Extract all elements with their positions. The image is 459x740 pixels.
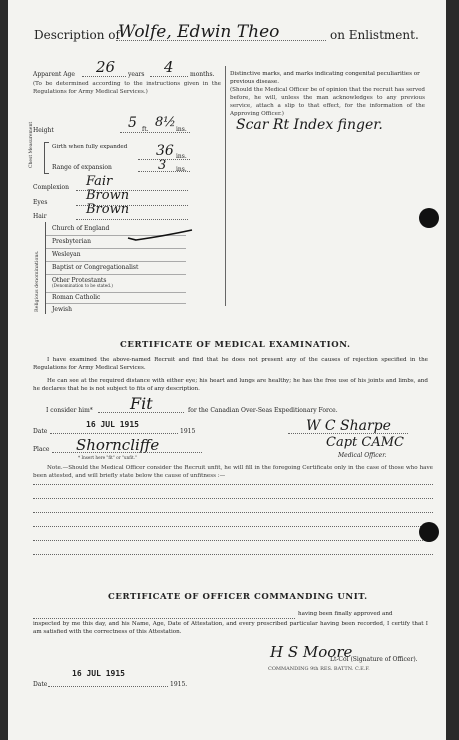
expansion-unit: ins. <box>176 166 187 173</box>
age-years-unit: years <box>128 71 145 78</box>
medical-para2: He can see at the required distance with either eye; his heart and lungs are healthy; he has the free use of his joints and limbs, and he declares that he is not subject to fits of any description. <box>33 378 428 392</box>
checkmark-icon <box>126 228 196 242</box>
title-prefix: Description of <box>34 28 120 42</box>
age-note: (To be determined according to the instructions given in the Regulations for Army Medical Services.) <box>33 81 221 95</box>
medical-heading: CERTIFICATE OF MEDICAL EXAMINATION. <box>120 340 351 350</box>
age-label: Apparent Age <box>33 71 75 78</box>
insert-note: * Insert here "fit" or "unfit." <box>78 455 137 460</box>
medical-date-stamp: 16 JUL 1915 <box>86 420 139 429</box>
religion-side-label: Religious denominations. <box>35 250 40 312</box>
consider-prefix: I consider him* <box>46 407 93 414</box>
age-years: 26 <box>96 58 116 76</box>
commanding-heading: CERTIFICATE OF OFFICER COMMANDING UNIT. <box>108 592 368 602</box>
binder-hole <box>419 522 439 542</box>
commanding-date-label: Date <box>33 681 48 688</box>
age-months-unit: months. <box>190 71 215 78</box>
medical-officer-label: Medical Officer. <box>338 452 387 459</box>
commanding-signature-suffix: Lt-Col (Signature of Officer). <box>330 656 418 663</box>
expansion-value: 3 <box>158 158 167 173</box>
medical-signature: W C Sharpe <box>306 418 391 434</box>
chest-side-label: Chest Measurement <box>29 121 34 168</box>
religion-other-note: (Denomination to be stated.) <box>52 283 113 288</box>
medical-year-suffix: 1915 <box>180 428 196 435</box>
medical-para1: I have examined the above-named Recruit and find that he does not present any of the causes of rejection specified in the Regulations for Army Medical Services. <box>33 357 428 371</box>
girth-value: 36 <box>156 143 174 159</box>
marks-header: Distinctive marks, and marks indicating congenital peculiarities or previous disease. <box>230 71 420 85</box>
age-months: 4 <box>164 58 174 76</box>
religion-item: Wesleyan <box>52 251 81 258</box>
height-label: Height <box>33 127 54 134</box>
consider-suffix: for the Canadian Over-Seas Expeditionary Force. <box>188 407 338 414</box>
medical-date-label: Date <box>33 428 48 435</box>
religion-item: Baptist or Congregationalist <box>52 264 139 271</box>
girth-label: Girth when fully expanded <box>52 144 128 150</box>
religion-item: Jewish <box>52 306 72 313</box>
religion-item: Presbyterian <box>52 238 91 245</box>
eyes-label: Eyes <box>33 199 48 206</box>
religion-item: Church of England <box>52 225 110 232</box>
religion-item: Other Protestants <box>52 277 107 284</box>
height-feet: 5 <box>128 115 137 131</box>
expansion-label: Range of expansion <box>52 164 112 171</box>
height-ft-unit: ft. <box>142 126 149 133</box>
place-value: Shorncliffe <box>76 436 160 454</box>
column-divider <box>225 66 226 306</box>
commanding-signature: H S Moore <box>270 643 353 661</box>
title-suffix: on Enlistment. <box>330 28 419 42</box>
medical-note: Note.—Should the Medical Officer consider the Recruit unfit, he will fill in the foregoing Certificate only in the case of those who have been attested, and will briefly state below the cause of unfitness :— <box>33 465 433 479</box>
commanding-stamp: COMMANDING 9th RES. BATTN. C.E.F. <box>268 666 370 672</box>
height-in-unit: ins. <box>176 126 187 133</box>
place-label: Place <box>33 446 50 453</box>
marks-note: (Should the Medical Officer be of opinion that the recruit has served before, he will, unless the man acknowledges to any previous service, attach a slip to that effect, for the information of the Approving Officer.) <box>230 87 425 117</box>
recruit-name: Wolfe, Edwin Theo <box>118 22 280 42</box>
religion-item: Roman Catholic <box>52 294 101 301</box>
hair-value: Brown <box>86 202 130 217</box>
eyes-value: Brown <box>86 188 130 203</box>
complexion-value: Fair <box>86 174 113 189</box>
attestation-sheet <box>8 0 446 740</box>
chest-bracket <box>44 142 49 174</box>
hair-label: Hair <box>33 213 47 220</box>
commanding-para: inspected by me this day, and his Name, Age, Date of Attestation, and every prescribed particular having been recorded, I certify that I am satisfied with the correctness of this Attestation. <box>33 621 428 635</box>
girth-unit: ins. <box>176 153 187 160</box>
commanding-para-end: having been finally approved and <box>298 611 393 617</box>
commanding-date-stamp: 16 JUL 1915 <box>72 669 125 678</box>
medical-rank: Capt CAMC <box>326 435 404 450</box>
marks-value: Scar Rt Index finger. <box>236 117 383 133</box>
height-inches: 8½ <box>155 115 176 130</box>
binder-hole <box>419 208 439 228</box>
complexion-label: Complexion <box>33 184 69 191</box>
fitness-value: Fit <box>130 394 153 413</box>
commanding-year-suffix: 1915. <box>170 681 188 688</box>
